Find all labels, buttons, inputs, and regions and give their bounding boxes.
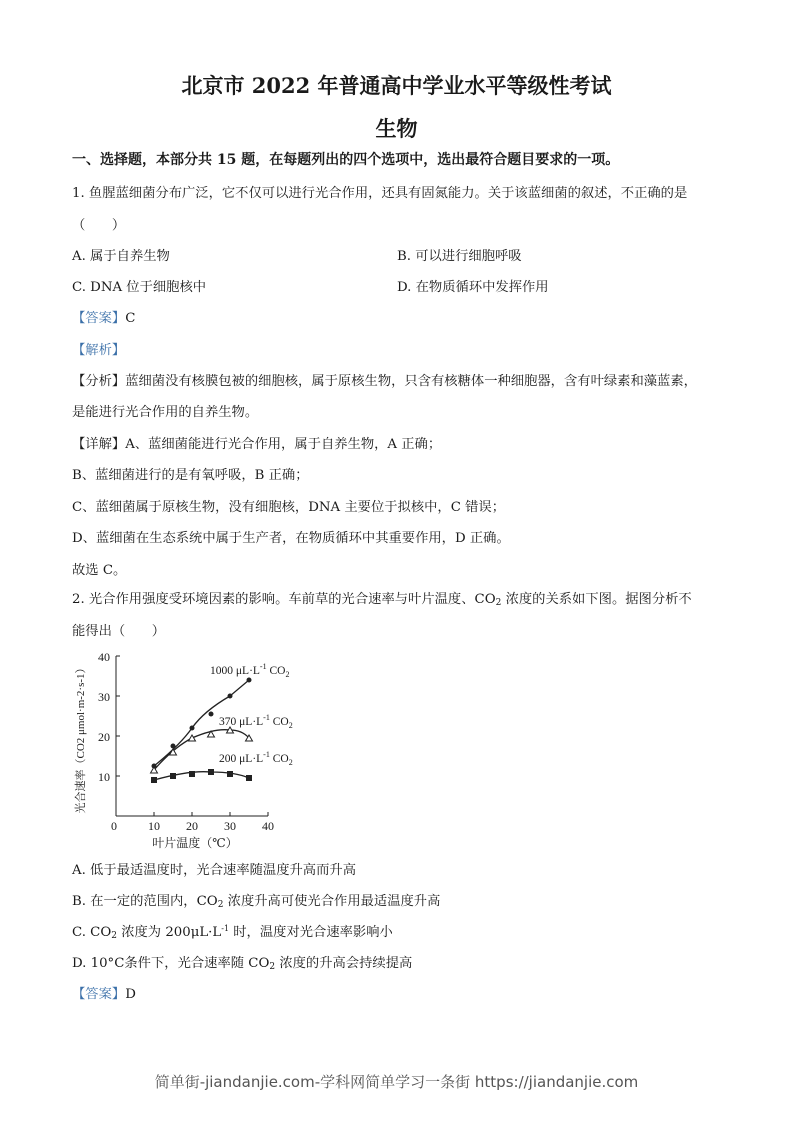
- y-tick-10: 10: [98, 770, 110, 784]
- q1-fenxi-line1: 【分析】蓝细菌没有核膜包被的细胞核，属于原核生物，只含有核糖体一种细胞器，含有叶绿素和藻蓝素，: [72, 374, 697, 389]
- y-axis-label: 光合速率（CO2 μmol·m-2·s-1）: [75, 662, 87, 814]
- q1-conclusion: 故选 C。: [72, 563, 127, 578]
- y-tick-30: 30: [98, 690, 110, 704]
- x-tick-0: 0: [111, 819, 117, 833]
- x-tick-20: 20: [186, 819, 198, 833]
- q1-xiangjie-line1: 【详解】A、蓝细菌能进行光合作用，属于自养生物，A 正确；: [72, 437, 442, 452]
- q2-option-c: C. $CO_2$ 浓度为 $200\mu L\cdot L^{-1}$ 时，温度对光合速率影响小: [72, 924, 393, 941]
- q1-answer: [72, 307, 135, 326]
- y-tick-20: 20: [98, 730, 110, 744]
- fenxi-tag: 【分析】: [72, 374, 126, 389]
- footer-watermark: 简单街-jiandanjie.com-学科网简单学习一条街 https://jiandanjie.com: [154, 1073, 639, 1091]
- q2-answer: [72, 983, 136, 1002]
- photosynthesis-chart: [70, 648, 320, 858]
- exam-title: 北京市 2022 年普通高中学业水平等级性考试: [181, 73, 612, 98]
- q1-option-d: D. 在物质循环中发挥作用: [397, 280, 549, 295]
- xiangjie-tag: 【详解】: [72, 437, 126, 452]
- q1-xiangjie-line3: C、蓝细菌属于原核生物，没有细胞核，DNA 主要位于拟核中，C 错误；: [72, 500, 506, 515]
- q2-option-a: A. 低于最适温度时，光合速率随温度升高而升高: [72, 863, 356, 878]
- q2-stem-line2: 能得出（ ）: [72, 624, 166, 639]
- subject-title: 生物: [375, 116, 418, 141]
- q2-option-d: D. 10°C条件下，光合速率随 $CO_2$ 浓度的升高会持续提高: [72, 956, 413, 972]
- legend-200: 200 $\mu L\cdot L^{-1}$ $CO_2$: [219, 750, 293, 767]
- legend-1000: 1000 $\mu L\cdot L^{-1}$ $CO_2$: [210, 662, 290, 679]
- answer-tag: 【答案】: [72, 311, 126, 326]
- q1-analysis-tag: 【解析】: [72, 343, 126, 358]
- answer-value: D: [125, 987, 136, 1002]
- legend-370: 370 $\mu L\cdot L^{-1}$ $CO_2$: [219, 713, 293, 730]
- q1-xiangjie-line4: D、蓝细菌在生态系统中属于生产者，在物质循环中其重要作用，D 正确。: [72, 531, 510, 546]
- q1-fenxi-line2: 是能进行光合作用的自养生物。: [72, 405, 259, 420]
- answer-value: C: [125, 311, 136, 326]
- q1-option-b: B. 可以进行细胞呼吸: [397, 249, 522, 264]
- x-tick-10: 10: [148, 819, 160, 833]
- q2-option-b: B. 在一定的范围内，$CO_2$ 浓度升高可使光合作用最适温度升高: [72, 894, 441, 910]
- q1-option-c: C. DNA 位于细胞核中: [72, 280, 207, 295]
- section-heading: 一、选择题，本部分共 15 题，在每题列出的四个选项中，选出最符合题目要求的一项。: [72, 152, 620, 168]
- x-tick-30: 30: [224, 819, 236, 833]
- q1-xiangjie-line2: B、蓝细菌进行的是有氧呼吸，B 正确；: [72, 468, 309, 483]
- q2-stem-line1: 2. 光合作用强度受环境因素的影响。车前草的光合速率与叶片温度、$CO_2$ 浓度的关系如下图。据图分析不: [72, 592, 692, 608]
- y-tick-40: 40: [98, 650, 110, 664]
- q1-option-a: A. 属于自养生物: [72, 249, 170, 264]
- q1-stem-line1: 1. 鱼腥蓝细菌分布广泛，它不仅可以进行光合作用，还具有固氮能力。关于该蓝细菌的叙述，不正确的是: [72, 186, 688, 201]
- x-axis-label: 叶片温度（℃）: [152, 836, 238, 850]
- answer-tag: 【答案】: [72, 987, 126, 1002]
- x-tick-40: 40: [262, 819, 274, 833]
- q1-stem-line2: （ ）: [72, 218, 126, 233]
